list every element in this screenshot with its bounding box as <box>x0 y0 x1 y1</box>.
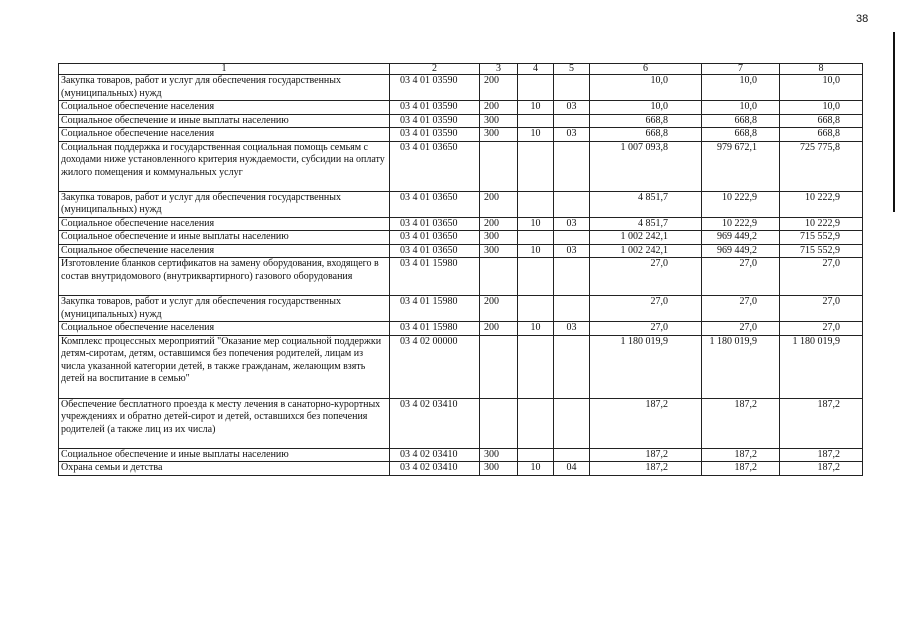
row-col3-cell: 200 <box>480 75 518 101</box>
row-col3-cell <box>480 398 518 448</box>
row-col8-cell: 187,2 <box>780 398 863 448</box>
header-cell: 1 <box>59 64 390 75</box>
row-name-cell: Социальная поддержка и государственная социальная помощь семьям с доходами ниже установленного критерия нуждаемости, субсидии на оплату жилого помещения и коммунальных услуг <box>59 141 390 191</box>
row-col8-cell: 187,2 <box>780 462 863 476</box>
table-row <box>59 244 863 258</box>
row-col8-cell: 27,0 <box>780 258 863 296</box>
row-code-cell: 03 4 02 00000 <box>390 335 480 398</box>
row-col6-cell: 4 851,7 <box>590 191 702 217</box>
row-col4-cell <box>518 448 554 462</box>
row-col7-cell: 187,2 <box>702 398 780 448</box>
row-col5-cell <box>554 448 590 462</box>
row-col3-cell <box>480 258 518 296</box>
header-row <box>59 64 863 75</box>
row-col5-cell <box>554 296 590 322</box>
row-col3-cell: 200 <box>480 101 518 115</box>
row-col4-cell <box>518 231 554 245</box>
row-col3-cell: 300 <box>480 128 518 142</box>
row-col3-cell: 200 <box>480 296 518 322</box>
row-col4-cell: 10 <box>518 217 554 231</box>
row-col6-cell: 1 007 093,8 <box>590 141 702 191</box>
row-col7-cell: 27,0 <box>702 322 780 336</box>
row-col5-cell <box>554 398 590 448</box>
row-col4-cell: 10 <box>518 462 554 476</box>
row-name-cell: Социальное обеспечение населения <box>59 322 390 336</box>
row-col6-cell: 187,2 <box>590 448 702 462</box>
table-row <box>59 141 863 191</box>
row-col7-cell: 10 222,9 <box>702 191 780 217</box>
row-col7-cell: 668,8 <box>702 114 780 128</box>
row-code-cell: 03 4 01 03590 <box>390 128 480 142</box>
row-col6-cell: 1 002 242,1 <box>590 244 702 258</box>
table-row <box>59 217 863 231</box>
row-code-cell: 03 4 01 03590 <box>390 114 480 128</box>
table-row <box>59 75 863 101</box>
row-col8-cell: 668,8 <box>780 114 863 128</box>
row-col6-cell: 10,0 <box>590 75 702 101</box>
row-name-cell: Закупка товаров, работ и услуг для обеспечения государственных (муниципальных) нужд <box>59 75 390 101</box>
row-col5-cell <box>554 75 590 101</box>
page-number: 38 <box>856 13 869 25</box>
row-col7-cell: 979 672,1 <box>702 141 780 191</box>
table-row <box>59 448 863 462</box>
row-col4-cell <box>518 258 554 296</box>
row-code-cell: 03 4 01 15980 <box>390 258 480 296</box>
row-col4-cell: 10 <box>518 244 554 258</box>
row-col5-cell: 03 <box>554 244 590 258</box>
header-cell: 6 <box>590 64 702 75</box>
row-name-cell: Закупка товаров, работ и услуг для обеспечения государственных (муниципальных) нужд <box>59 296 390 322</box>
row-name-cell: Комплекс процессных мероприятий "Оказание мер социальной поддержки детям-сиротам, детям, оставшимся без попечения родителей, лицам из числа указанной категории детей, в также гражданам, желающим взять детей на воспитание в семью" <box>59 335 390 398</box>
row-col8-cell: 715 552,9 <box>780 244 863 258</box>
row-col8-cell: 10,0 <box>780 75 863 101</box>
row-col5-cell <box>554 141 590 191</box>
row-col6-cell: 668,8 <box>590 114 702 128</box>
table-row <box>59 296 863 322</box>
row-col6-cell: 187,2 <box>590 462 702 476</box>
row-col4-cell <box>518 398 554 448</box>
row-col7-cell: 10,0 <box>702 75 780 101</box>
table-row <box>59 258 863 296</box>
row-col3-cell: 300 <box>480 114 518 128</box>
row-col3-cell: 300 <box>480 448 518 462</box>
table-row <box>59 128 863 142</box>
row-name-cell: Социальное обеспечение и иные выплаты населению <box>59 231 390 245</box>
row-col8-cell: 725 775,8 <box>780 141 863 191</box>
row-col5-cell: 03 <box>554 128 590 142</box>
row-col7-cell: 187,2 <box>702 448 780 462</box>
row-col6-cell: 27,0 <box>590 258 702 296</box>
row-col7-cell: 668,8 <box>702 128 780 142</box>
row-col4-cell: 10 <box>518 322 554 336</box>
row-col6-cell: 668,8 <box>590 128 702 142</box>
row-col4-cell <box>518 296 554 322</box>
row-name-cell: Социальное обеспечение населения <box>59 101 390 115</box>
row-col4-cell: 10 <box>518 101 554 115</box>
table-row <box>59 462 863 476</box>
row-col4-cell <box>518 141 554 191</box>
row-code-cell: 03 4 01 03650 <box>390 244 480 258</box>
row-col6-cell: 27,0 <box>590 296 702 322</box>
row-code-cell: 03 4 01 15980 <box>390 296 480 322</box>
row-col6-cell: 10,0 <box>590 101 702 115</box>
table-row <box>59 191 863 217</box>
header-cell: 8 <box>780 64 863 75</box>
row-col7-cell: 1 180 019,9 <box>702 335 780 398</box>
row-col7-cell: 969 449,2 <box>702 244 780 258</box>
row-col5-cell: 03 <box>554 322 590 336</box>
row-col4-cell <box>518 335 554 398</box>
row-col3-cell <box>480 335 518 398</box>
row-col5-cell: 03 <box>554 217 590 231</box>
row-col8-cell: 1 180 019,9 <box>780 335 863 398</box>
table-row <box>59 398 863 448</box>
row-name-cell: Социальное обеспечение населения <box>59 217 390 231</box>
row-name-cell: Обеспечение бесплатного проезда к месту лечения в санаторно-курортных учреждениях и обратно детей-сирот и детей, оставшихся без попечения родителей (а также лиц из их числа) <box>59 398 390 448</box>
table-row <box>59 322 863 336</box>
table-row <box>59 101 863 115</box>
row-col7-cell: 27,0 <box>702 296 780 322</box>
row-col7-cell: 969 449,2 <box>702 231 780 245</box>
row-col3-cell: 300 <box>480 462 518 476</box>
header-cell: 5 <box>554 64 590 75</box>
row-code-cell: 03 4 01 03650 <box>390 141 480 191</box>
row-col8-cell: 715 552,9 <box>780 231 863 245</box>
row-code-cell: 03 4 02 03410 <box>390 462 480 476</box>
row-code-cell: 03 4 01 03590 <box>390 75 480 101</box>
row-col4-cell <box>518 75 554 101</box>
row-name-cell: Социальное обеспечение и иные выплаты населению <box>59 114 390 128</box>
row-col7-cell: 187,2 <box>702 462 780 476</box>
row-code-cell: 03 4 01 03650 <box>390 231 480 245</box>
row-col7-cell: 10,0 <box>702 101 780 115</box>
header-cell: 7 <box>702 64 780 75</box>
table-row <box>59 114 863 128</box>
budget-table <box>58 63 863 476</box>
row-col3-cell: 300 <box>480 231 518 245</box>
row-code-cell: 03 4 01 15980 <box>390 322 480 336</box>
row-col3-cell: 200 <box>480 322 518 336</box>
row-col3-cell: 200 <box>480 217 518 231</box>
header-cell: 3 <box>480 64 518 75</box>
row-col6-cell: 1 002 242,1 <box>590 231 702 245</box>
header-cell: 2 <box>390 64 480 75</box>
row-name-cell: Изготовление бланков сертификатов на замену оборудования, входящего в состав внутридомового (внутриквартирного) газового оборудования <box>59 258 390 296</box>
header-cell: 4 <box>518 64 554 75</box>
row-name-cell: Социальное обеспечение и иные выплаты населению <box>59 448 390 462</box>
row-col6-cell: 1 180 019,9 <box>590 335 702 398</box>
row-col5-cell <box>554 191 590 217</box>
row-col5-cell <box>554 258 590 296</box>
row-col6-cell: 4 851,7 <box>590 217 702 231</box>
row-col8-cell: 187,2 <box>780 448 863 462</box>
row-col3-cell <box>480 141 518 191</box>
row-name-cell: Социальное обеспечение населения <box>59 128 390 142</box>
row-col5-cell <box>554 231 590 245</box>
row-code-cell: 03 4 02 03410 <box>390 398 480 448</box>
row-code-cell: 03 4 01 03650 <box>390 217 480 231</box>
table-row <box>59 335 863 398</box>
table-row <box>59 231 863 245</box>
row-col4-cell <box>518 191 554 217</box>
row-name-cell: Закупка товаров, работ и услуг для обеспечения государственных (муниципальных) нужд <box>59 191 390 217</box>
row-col8-cell: 27,0 <box>780 322 863 336</box>
row-col8-cell: 27,0 <box>780 296 863 322</box>
row-col7-cell: 10 222,9 <box>702 217 780 231</box>
row-col7-cell: 27,0 <box>702 258 780 296</box>
row-code-cell: 03 4 01 03590 <box>390 101 480 115</box>
row-name-cell: Социальное обеспечение населения <box>59 244 390 258</box>
row-col8-cell: 10 222,9 <box>780 191 863 217</box>
row-col3-cell: 300 <box>480 244 518 258</box>
row-col8-cell: 10 222,9 <box>780 217 863 231</box>
row-col5-cell <box>554 114 590 128</box>
row-col8-cell: 668,8 <box>780 128 863 142</box>
row-col4-cell <box>518 114 554 128</box>
row-code-cell: 03 4 01 03650 <box>390 191 480 217</box>
row-col6-cell: 187,2 <box>590 398 702 448</box>
margin-rule <box>893 32 895 212</box>
row-col8-cell: 10,0 <box>780 101 863 115</box>
row-name-cell: Охрана семьи и детства <box>59 462 390 476</box>
row-col6-cell: 27,0 <box>590 322 702 336</box>
row-col5-cell <box>554 335 590 398</box>
row-col4-cell: 10 <box>518 128 554 142</box>
row-col3-cell: 200 <box>480 191 518 217</box>
row-code-cell: 03 4 02 03410 <box>390 448 480 462</box>
row-col5-cell: 04 <box>554 462 590 476</box>
row-col5-cell: 03 <box>554 101 590 115</box>
